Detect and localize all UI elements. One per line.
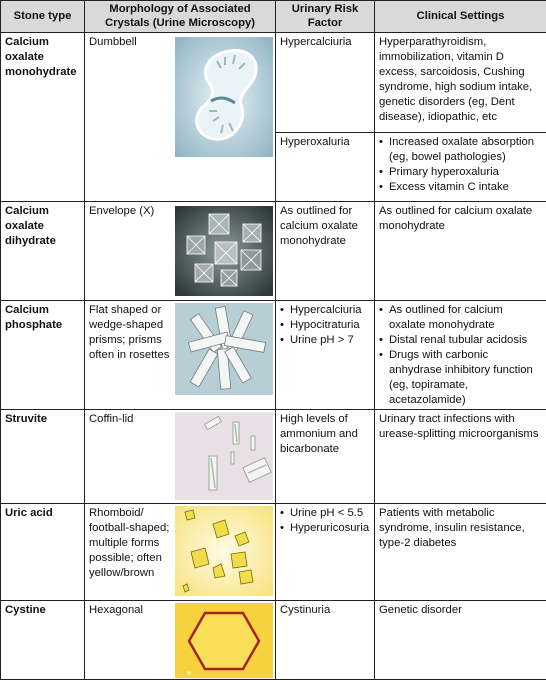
stone-type-cell: Calcium oxalate monohydrate — [1, 33, 85, 202]
risk-factor-list — [280, 506, 370, 536]
list-item: • Urine pH > 7 — [280, 333, 370, 348]
morphology-cell — [85, 33, 276, 202]
clinical-settings-list — [375, 132, 546, 201]
risk-factor-cell — [276, 301, 375, 410]
risk-factor-cell: As outlined for calcium oxalate monohydrate — [276, 202, 375, 301]
clinical-settings-cell: Genetic disorder — [375, 601, 546, 680]
morphology-cell — [85, 601, 276, 680]
list-item: • Hypercalciuria — [280, 303, 370, 318]
morphology-cell — [85, 301, 276, 410]
table-row — [1, 504, 546, 601]
morphology-text: Coffin-lid — [89, 412, 173, 427]
clinical-settings-cell: As outlined for calcium oxalate monohydrate — [375, 202, 546, 301]
stone-type-cell: Struvite — [1, 410, 85, 504]
table-row — [1, 202, 546, 301]
table-row — [1, 410, 546, 504]
dumbbell-crystal-image — [175, 37, 273, 157]
header-row — [1, 1, 546, 33]
morphology-cell — [85, 410, 276, 504]
risk-factor-hyperoxaluria: Hyperoxaluria — [276, 132, 374, 201]
table-row — [1, 33, 546, 202]
stone-type-cell: Cystine — [1, 601, 85, 680]
table-row — [1, 601, 546, 680]
risk-factor-cell — [276, 33, 375, 202]
header-morphology: Morphology of Associated Crystals (Urine Microscopy) — [85, 1, 276, 33]
list-item: • Urine pH < 5.5 — [280, 506, 370, 521]
rhomboid-crystal-image — [175, 506, 273, 596]
list-item: • Excess vitamin C intake — [379, 180, 542, 195]
envelope-crystal-image — [175, 206, 273, 296]
prism-rosette-crystal-image — [175, 303, 273, 395]
morphology-text: Envelope (X) — [89, 204, 173, 219]
coffin-lid-crystal-image — [175, 412, 273, 500]
risk-factor-list — [280, 303, 370, 348]
list-item: • Distal renal tubular acidosis — [379, 333, 542, 348]
clinical-settings-cell: Urinary tract infections with urease-splitting microorganisms — [375, 410, 546, 504]
risk-factor-cell: High levels of ammonium and bicarbonate — [276, 410, 375, 504]
clinical-settings-cell — [375, 33, 546, 202]
morphology-cell — [85, 202, 276, 301]
list-item: • Increased oxalate absorption (eg, bowel pathologies) — [379, 135, 542, 165]
risk-factor-cell: Cystinuria — [276, 601, 375, 680]
clinical-settings-cell: Patients with metabolic syndrome, insulin resistance, type-2 diabetes — [375, 504, 546, 601]
list-item: • Hypocitraturia — [280, 318, 370, 333]
risk-factor-cell — [276, 504, 375, 601]
morphology-text: Rhomboid/ football-shaped; multiple forms possible; often yellow/brown — [89, 506, 173, 581]
clinical-settings-text: Hyperparathyroidism, immobilization, vitamin D excess, sarcoidosis, Cushing syndrome, high sodium intake, genetic disorders (eg, Dent disease), idiopathic, etc — [375, 33, 546, 132]
list-item: • Hyperuricosuria — [280, 521, 370, 536]
morphology-text: Dumbbell — [89, 35, 173, 50]
risk-factor-hypercalciuria: Hypercalciuria — [276, 33, 374, 132]
header-clinical-settings: Clinical Settings — [375, 1, 546, 33]
morphology-cell — [85, 504, 276, 601]
morphology-text: Flat shaped or wedge-shaped prisms; prisms often in rosettes — [89, 303, 173, 363]
stone-type-cell: Uric acid — [1, 504, 85, 601]
stone-type-cell: Calcium oxalate dihydrate — [1, 202, 85, 301]
list-item: • Primary hyperoxaluria — [379, 165, 542, 180]
stone-type-cell: Calcium phosphate — [1, 301, 85, 410]
header-risk-factor: Urinary Risk Factor — [276, 1, 375, 33]
list-item: • Drugs with carbonic anhydrase inhibitory function (eg, topiramate, acetazolamide) — [379, 348, 542, 408]
clinical-settings-cell — [375, 301, 546, 410]
morphology-text: Hexagonal — [89, 603, 173, 618]
table-row — [1, 301, 546, 410]
list-item: • As outlined for calcium oxalate monohydrate — [379, 303, 542, 333]
header-stone-type: Stone type — [1, 1, 85, 33]
hexagonal-crystal-image — [175, 603, 273, 678]
clinical-settings-list — [379, 303, 542, 407]
